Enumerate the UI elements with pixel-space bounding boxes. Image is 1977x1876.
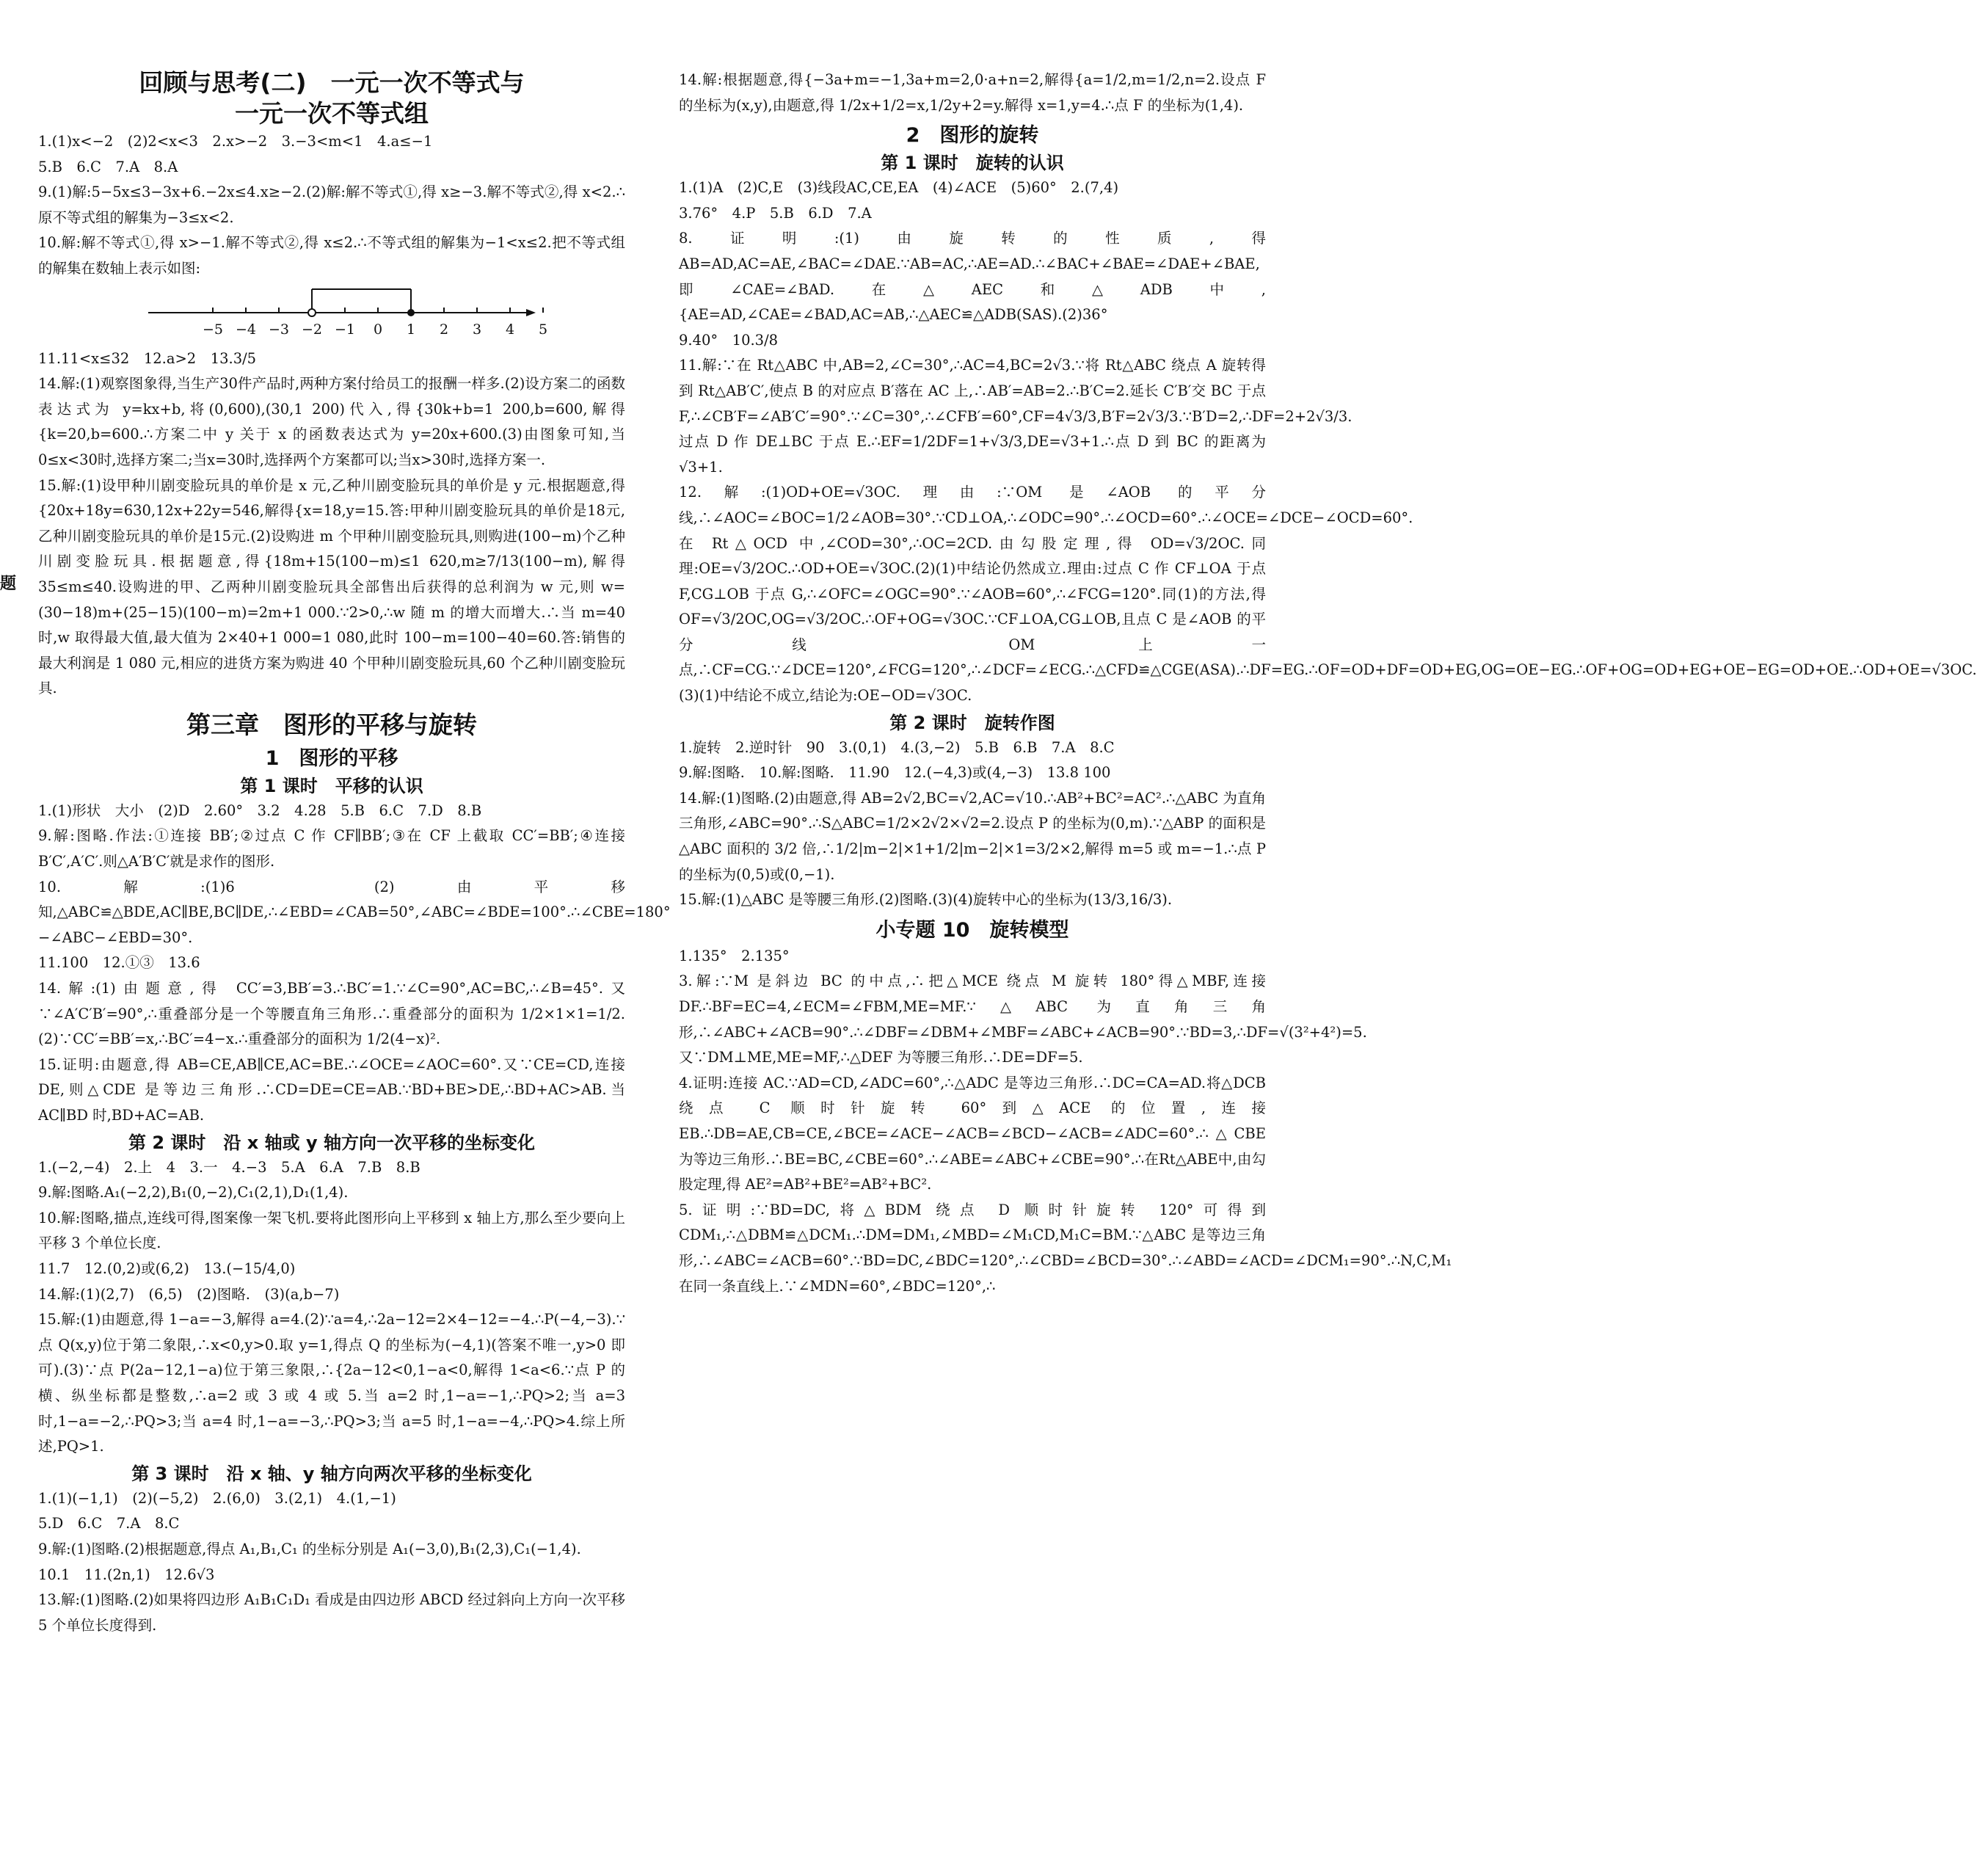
lesson-title: 第 1 课时 旋转的认识	[881, 153, 1064, 174]
right-column	[679, 68, 1977, 1299]
answer-entry: 1.旋转 2.逆时针 90 3.(0,1) 4.(3,−2) 5.B 6.B 7.A 8.C	[679, 738, 1115, 756]
section-title: 1 图形的平移	[265, 746, 398, 770]
number-line-tick-label: −5	[202, 321, 223, 338]
answer-entry: 15.解:(1)△ABC 是等腰三角形.(2)图略.(3)(4)旋转中心的坐标为(13/3,16/3).	[679, 891, 1173, 909]
number-line-tick-label: −1	[334, 321, 355, 338]
answer-entry: 9.解:图略.作法:①连接 BB′;②过点 C 作 CF∥BB′;③在 CF 上截取 CC′=BB′;④连接 B′C′,A′C′.则△A′B′C′就是求作的图形.	[38, 827, 625, 870]
special-topic-title: 小专题 10 旋转模型	[875, 918, 1069, 942]
answer-entry: 11.100 12.①③ 13.6	[38, 954, 200, 972]
answer-entry: 10.解:图略,描点,连线可得,图案像一架飞机.要将此图形向上平移到 x 轴上方,那么至少要向上平移 3 个单位长度.	[38, 1209, 625, 1252]
number-line	[38, 283, 625, 343]
section-title: 2 图形的旋转	[906, 124, 1039, 148]
answer-entry: 14.解:根据题意,得{−3a+m=−1,3a+m=2,0·a+n=2,解得{a=1/2,m=1/2,n=2.设点 F 的坐标为(x,y),由题意,得 1/2x+1/2=x,1/2y+2=y.解得 x=1,y=4.∴点 F 的坐标为(1,4).	[679, 71, 1266, 114]
answer-entry: 9.解:图略.A₁(−2,2),B₁(0,−2),C₁(2,1),D₁(1,4).	[38, 1184, 349, 1201]
answer-entry: 5.证明:∵BD=DC,将△BDM 绕点 D 顺时针旋转 120°可得到 CDM₁,∴△DBM≌△DCM₁.∴DM=DM₁,∠MBD=∠M₁CD,M₁C=BM.∵△ABC 是等边三角形,∴∠ABC=∠ACB=60°.∵BD=DC,∠BDC=120°,∴∠CBD=∠BCD=30°.∴∠ABD=∠ACD=∠DCM₁=90°.∴N,C,M₁在同一条直线上.∵∠MDN=60°,∠BDC=120°,∴	[679, 1201, 1452, 1295]
answer-entry: 9.解:图略. 10.解:图略. 11.90 12.(−4,3)或(4,−3) 13.8 100	[679, 764, 1111, 782]
answer-entry: 14.解:(1)观察图象得,当生产30件产品时,两种方案付给员工的报酬一样多.(2)设方案二的函数表达式为 y=kx+b,将(0,600),(30,1 200)代入,得{30k+b=1 200,b=600,解得{k=20,b=600.∴方案二中 y 关于 x 的函数表达式为 y=20x+600.(3)由图象可知,当0≤x<30时,选择方案二;当x=30时,选择两个方案都可以;当x>30时,选择方案一.	[38, 375, 625, 468]
answer-entry: 11.7 12.(0,2)或(6,2) 13.(−15/4,0)	[38, 1259, 296, 1277]
number-line-tick-label: 1	[406, 321, 416, 338]
answer-entry: 9.解:(1)图略.(2)根据题意,得点 A₁,B₁,C₁ 的坐标分别是 A₁(−3,0),B₁(2,3),C₁(−1,4).	[38, 1540, 581, 1557]
answer-entry: 10.解:(1)6 (2)由平移知,△ABC≌△BDE,AC∥BE,BC∥DE,∴∠EBD=∠CAB=50°,∠ABC=∠BDE=100°.∴∠CBE=180°−∠ABC−∠EBD=30°.	[38, 878, 671, 946]
number-line-tick-label: −3	[268, 321, 289, 338]
answer-entry: 3.76° 4.P 5.B 6.D 7.A	[679, 204, 872, 222]
answer-entry: 4.证明:连接 AC.∵AD=CD,∠ADC=60°,∴△ADC 是等边三角形.∴DC=CA=AD.将△DCB 绕点 C 顺时针旋转 60°到△ACE 的位置,连接 EB.∴DB=AE,CB=CE,∠BCE=∠ACE−∠ACB=∠BCD−∠ACB=∠ADC=60°.∴△CBE 为等边三角形.∴BE=BC,∠CBE=60°.∴∠ABE=∠ABC+∠CBE=90°.∴在Rt△ABE中,由勾股定理,得 AE²=AB²+BE²=AB²+BC².	[679, 1074, 1266, 1193]
lesson-title: 第 3 课时 沿 x 轴、y 轴方向两次平移的坐标变化	[131, 1463, 532, 1484]
lesson-title: 第 2 课时 旋转作图	[889, 712, 1055, 733]
answer-entry: 1.(1)(−1,1) (2)(−5,2) 2.(6,0) 3.(2,1) 4.(1,−1)	[38, 1489, 396, 1507]
number-line-tick-label: 4	[505, 321, 515, 338]
lesson-title: 第 2 课时 沿 x 轴或 y 轴方向一次平移的坐标变化	[128, 1132, 535, 1153]
answer-entry: 15.解:(1)由题意,得 1−a=−3,解得 a=4.(2)∵a=4,∴2a−12=2×4−12=−4.∴P(−4,−3).∵点 Q(x,y)位于第二象限,∴x<0,y>0.取 y=1,得点 Q 的坐标为(−4,1)(答案不唯一,y>0 即可).(3)∵点 P(2a−12,1−a)位于第三象限,∴{2a−12<0,1−a<0,解得 1<a<6.∵点 P 的横、纵坐标都是整数,∴a=2 或 3 或 4 或 5.当 a=2 时,1−a=−1,∴PQ>2;当 a=3 时,1−a=−2,∴PQ>3;当 a=4 时,1−a=−3,∴PQ>3;当 a=5 时,1−a=−4,∴PQ>4.综上所述,PQ>1.	[38, 1311, 625, 1455]
answer-entry: 14.解:(1)(2,7) (6,5) (2)图略. (3)(a,b−7)	[38, 1285, 340, 1303]
answer-entry: 10.1 11.(2n,1) 12.6√3	[38, 1566, 215, 1583]
answer-entry: 1.(−2,−4) 2.上 4 3.一 4.−3 5.A 6.A 7.B 8.B	[38, 1158, 420, 1176]
number-line-tick-label: −4	[235, 321, 256, 338]
answer-entry: 15.解:(1)设甲种川剧变脸玩具的单价是 x 元,乙种川剧变脸玩具的单价是 y 元.根据题意,得{20x+18y=630,12x+22y=546,解得{x=18,y=15.答:甲种川剧变脸玩具的单价是18元,乙种川剧变脸玩具的单价是15元.(2)设购进 m 个甲种川剧变脸玩具,则购进(100−m)个乙种川剧变脸玩具.根据题意,得{18m+15(100−m)≤1 620,m≥7/13(100−m),解得 35≤m≤40.设购进的甲、乙两种川剧变脸玩具全部售出后获得的总利润为 w 元,则 w=(30−18)m+(25−15)(100−m)=2m+1 000.∵2>0,∴w 随 m 的增大而增大.∴当 m=40 时,w 取得最大值,最大值为 2×40+1 000=1 080,此时 100−m=100−40=60.答:销售的最大利润是 1 080 元,相应的进货方案为购进 40 个甲种川剧变脸玩具,60 个乙种川剧变脸玩具.	[38, 476, 625, 697]
review-title-line2: 一元一次不等式组	[235, 99, 429, 128]
answer-entry: 1.(1)形状 大小 (2)D 2.60° 3.2 4.28 5.B 6.C 7.D 8.B	[38, 801, 482, 819]
answer-entry: 5.D 6.C 7.A 8.C	[38, 1515, 180, 1533]
answer-entry: 13.解:(1)图略.(2)如果将四边形 A₁B₁C₁D₁ 看成是由四边形 ABCD 经过斜向上方向一次平移 5 个单位长度得到.	[38, 1591, 625, 1634]
answer-entry: 8.证明:(1)由旋转的性质,得 AB=AD,AC=AE,∠BAC=∠DAE.∵AB=AC,∴AE=AD.∴∠BAC+∠BAE=∠DAE+∠BAE,即∠CAE=∠BAD.在△AEC和△ADB中,{AE=AD,∠CAE=∠BAD,AC=AB,∴△AEC≌△ADB(SAS).(2)36°	[679, 230, 1266, 324]
answer-entry: 1.(1)A (2)C,E (3)线段AC,CE,EA (4)∠ACE (5)60° 2.(7,4)	[679, 179, 1119, 197]
review-title-line1: 回顾与思考(二) 一元一次不等式与	[139, 68, 525, 97]
answer-entry: 11.解:∵在 Rt△ABC 中,AB=2,∠C=30°,∴AC=4,BC=2√3.∵将 Rt△ABC 绕点 A 旋转得到 Rt△AB′C′,使点 B 的对应点 B′落在 AC 上,∴AB′=AB=2.∴B′C=2.延长 C′B′交 BC 于点 F,∴∠CB′F=∠AB′C′=90°.∵∠C=30°,∴∠CFB′=60°,CF=4√3/3,B′F=2√3/3.∵B′D=2,∴DF=2+2√3/3.过点 D 作 DE⊥BC 于点 E.∴EF=1/2DF=1+√3/3,DE=√3+1.∴点 D 到 BC 的距离为√3+1.	[679, 357, 1352, 476]
answer-entry: 9.40° 10.3/8	[679, 331, 779, 349]
chapter-title: 第三章 图形的平移与旋转	[186, 710, 477, 739]
answer-entry: 14.解:(1)图略.(2)由题意,得 AB=2√2,BC=√2,AC=√10.∴AB²+BC²=AC².∴△ABC 为直角三角形,∠ABC=90°.∴S△ABC=1/2×2√2×√2=2.设点 P 的坐标为(0,m).∵△ABP 的面积是△ABC 面积的 3/2 倍,∴1/2|m−2|×1+1/2|m−2|×1=3/2×2,解得 m=5 或 m=−1.∴点 P 的坐标为(0,5)或(0,−1).	[679, 789, 1266, 883]
number-line-tick-label: 0	[373, 321, 383, 338]
answer-entry: 11.11<x≤32 12.a>2 13.3/5	[38, 349, 257, 367]
answer-entry: 1.135° 2.135°	[679, 947, 790, 964]
number-line-tick-label: 5	[538, 321, 548, 338]
answer-entry: 15.证明:由题意,得 AB=CE,AB∥CE,AC=BE.∴∠OCE=∠AOC=60°.又∵CE=CD,连接 DE,则△CDE 是等边三角形.∴CD=DE=CE=AB.∵BD+BE>DE,∴BD+AC>AB.当 AC∥BD 时,BD+AC=AB.	[38, 1055, 625, 1124]
number-line-tick-label: −2	[301, 321, 322, 338]
answer-entry: 12.解:(1)OD+OE=√3OC.理由:∵OM 是∠AOB 的平分线,∴∠AOC=∠BOC=1/2∠AOB=30°.∵CD⊥OA,∴∠ODC=90°.∴∠OCD=60°.∴∠OCE=∠DCE−∠OCD=60°.在 Rt△OCD 中,∠COD=30°,∴OC=2CD.由勾股定理,得 OD=√3/2OC.同理:OE=√3/2OC.∴OD+OE=√3OC.(2)(1)中结论仍然成立.理由:过点 C 作 CF⊥OA 于点 F,CG⊥OB 于点 G,∴∠OFC=∠OGC=90°.∵∠AOB=60°,∴∠FCG=120°.同(1)的方法,得 OF=√3/2OC,OG=√3/2OC.∴OF+OG=√3OC.∵CF⊥OA,CG⊥OB,且点 C 是∠AOB 的平分线 OM 上一点,∴CF=CG.∵∠DCE=120°,∠FCG=120°,∴∠DCF=∠ECG.∴△CFD≌△CGE(ASA).∴DF=EG.∴OF=OD+DF=OD+EG,OG=OE−EG.∴OF+OG=OD+EG+OE−EG=OD+OE.∴OD+OE=√3OC.(3)(1)中结论不成立,结论为:OE−OD=√3OC.	[679, 484, 1977, 705]
side-mark: 题	[0, 575, 17, 593]
number-line-tick-label: 2	[439, 321, 449, 338]
lesson-title: 第 1 课时 平移的认识	[240, 775, 423, 796]
answer-entry: 3.解:∵M 是斜边 BC 的中点,∴把△MCE 绕点 M 旋转 180°得△MBF,连接 DF.∴BF=EC=4,∠ECM=∠FBM,ME=MF.∵△ABC 为直角三角形,∴∠ABC+∠ACB=90°.∴∠DBF=∠DBM+∠MBF=∠ABC+∠ACB=90°.∵BD=3,∴DF=√(3²+4²)=5.又∵DM⊥ME,ME=MF,∴△DEF 为等腰三角形.∴DE=DF=5.	[679, 972, 1367, 1066]
left-column	[38, 68, 671, 1638]
answer-entry: 10.解:解不等式①,得 x>−1.解不等式②,得 x≤2.∴不等式组的解集为−1<x≤2.把不等式组的解集在数轴上表示如图:	[38, 234, 625, 277]
answer-entry: 9.(1)解:5−5x≤3−3x+6.−2x≤4.x≥−2.(2)解:解不等式①,得 x≥−3.解不等式②,得 x<2.∴原不等式组的解集为−3≤x<2.	[38, 183, 625, 226]
answer-entry: 5.B 6.C 7.A 8.A	[38, 158, 178, 175]
answer-entry: 1.(1)x<−2 (2)2<x<3 2.x>−2 3.−3<m<1 4.a≤−1	[38, 133, 433, 150]
number-line-tick-label: 3	[472, 321, 482, 338]
answer-entry: 14.解:(1)由题意,得 CC′=3,BB′=3.∴BC′=1.∵∠C=90°,AC=BC,∴∠B=45°.又∵∠A′C′B′=90°,∴重叠部分是一个等腰直角三角形.∴重叠部分的面积为 1/2×1×1=1/2.(2)∵CC′=BB′=x,∴BC′=4−x.∴重叠部分的面积为 1/2(4−x)².	[38, 980, 625, 1048]
